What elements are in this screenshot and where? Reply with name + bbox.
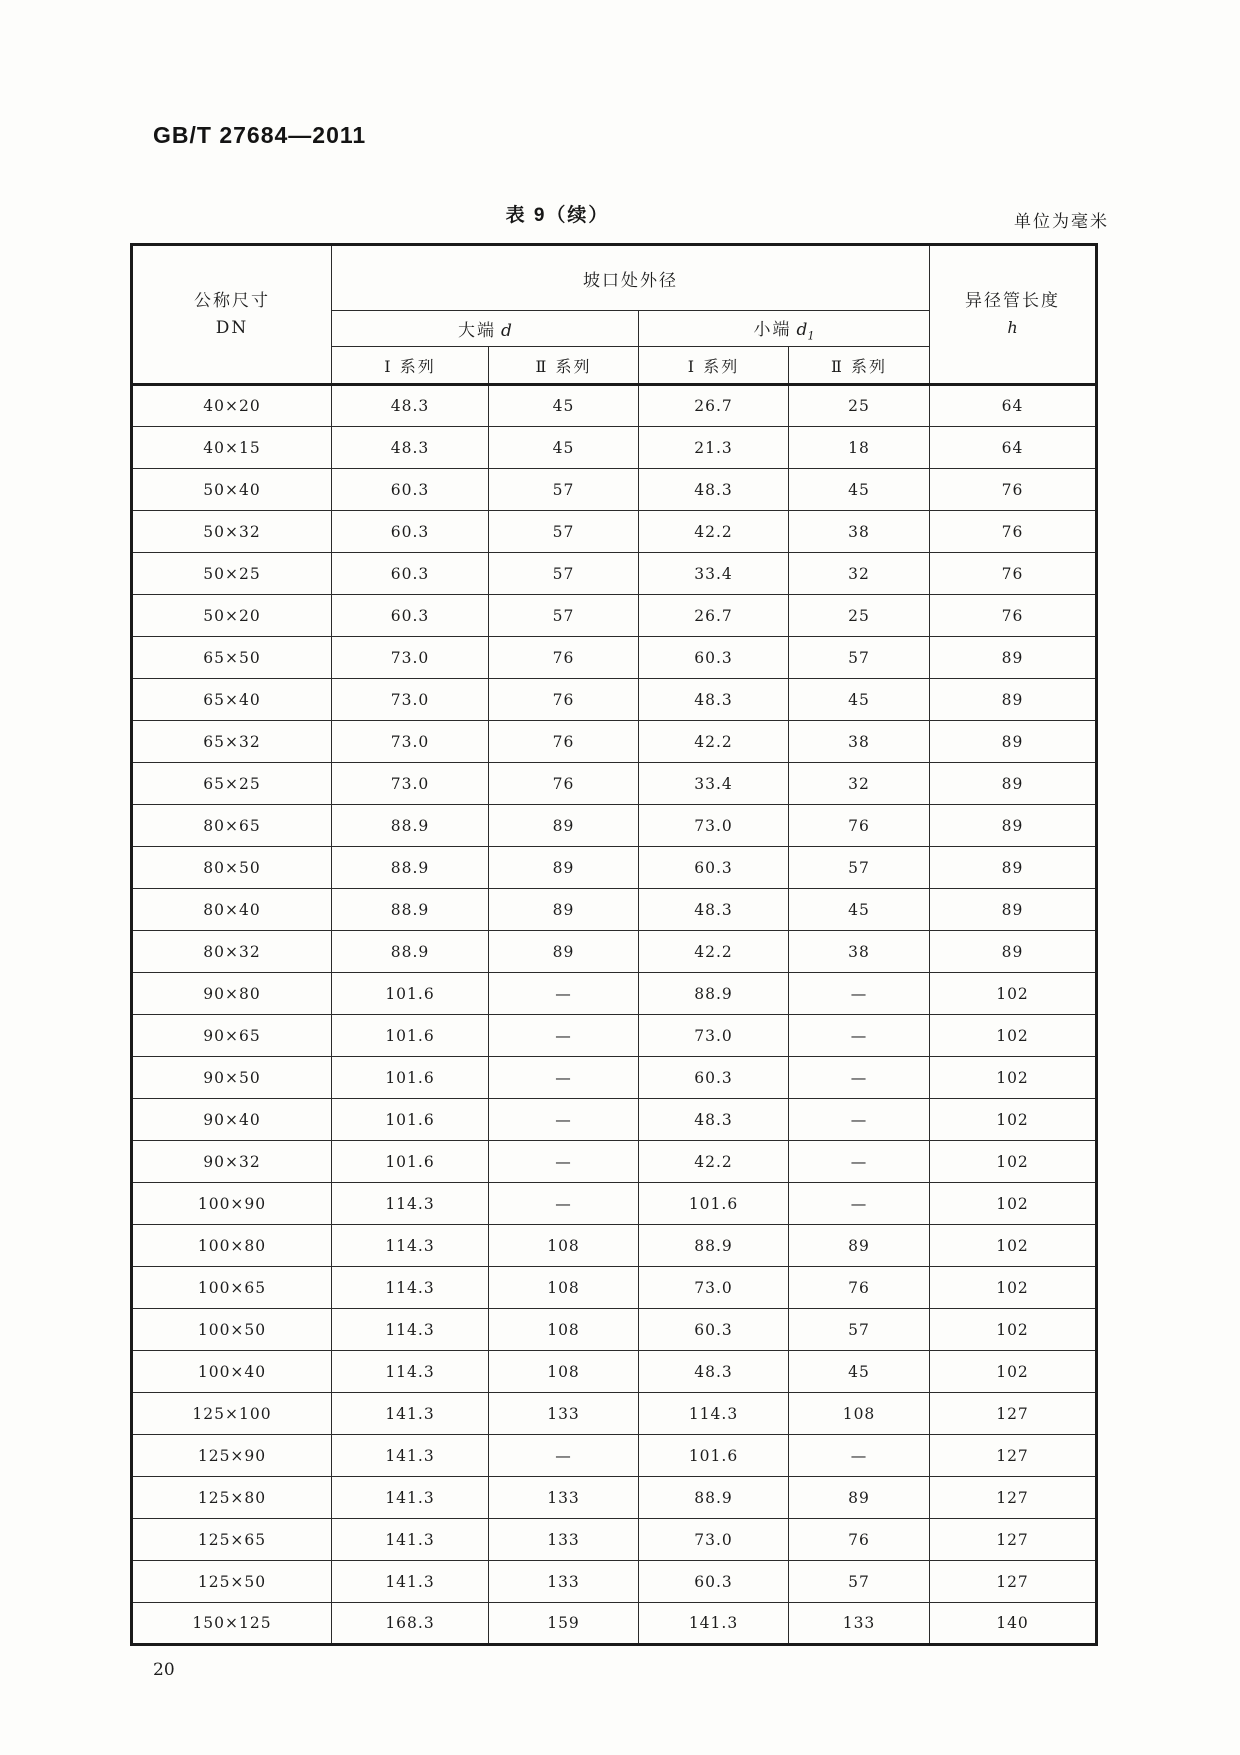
header-small-end-symbol: d <box>796 319 808 340</box>
cell-small-end-series1: 26.7 <box>639 385 789 427</box>
cell-big-end-series1: 88.9 <box>332 889 489 931</box>
cell-length-h: 102 <box>930 1351 1097 1393</box>
cell-small-end-series2: 57 <box>789 1309 930 1351</box>
table-row <box>132 1519 1097 1561</box>
cell-small-end-series2: 38 <box>789 511 930 553</box>
cell-small-end-series1: 60.3 <box>639 847 789 889</box>
cell-big-end-series2: — <box>489 1141 639 1183</box>
header-reducer-length-line1: 异径管长度 <box>965 291 1060 312</box>
cell-big-end-series1: 168.3 <box>332 1603 489 1645</box>
cell-big-end-series2: 76 <box>489 721 639 763</box>
cell-small-end-series1: 48.3 <box>639 469 789 511</box>
table-row <box>132 1393 1097 1435</box>
cell-dn: 125×80 <box>132 1477 332 1519</box>
cell-small-end-series2: 133 <box>789 1603 930 1645</box>
cell-big-end-series2: — <box>489 1015 639 1057</box>
cell-length-h: 102 <box>930 1141 1097 1183</box>
cell-dn: 50×25 <box>132 553 332 595</box>
table-row <box>132 1225 1097 1267</box>
cell-small-end-series1: 141.3 <box>639 1603 789 1645</box>
cell-small-end-series2: 76 <box>789 1267 930 1309</box>
cell-small-end-series2: — <box>789 1141 930 1183</box>
cell-small-end-series2: 57 <box>789 637 930 679</box>
cell-small-end-series1: 33.4 <box>639 553 789 595</box>
table-body <box>132 385 1097 1645</box>
cell-small-end-series2: — <box>789 1099 930 1141</box>
cell-big-end-series1: 60.3 <box>332 469 489 511</box>
cell-big-end-series2: 133 <box>489 1561 639 1603</box>
table-row <box>132 721 1097 763</box>
cell-length-h: 102 <box>930 973 1097 1015</box>
cell-big-end-series1: 141.3 <box>332 1519 489 1561</box>
table-row <box>132 1183 1097 1225</box>
table-row <box>132 1603 1097 1645</box>
cell-length-h: 76 <box>930 511 1097 553</box>
cell-big-end-series1: 114.3 <box>332 1309 489 1351</box>
cell-length-h: 127 <box>930 1435 1097 1477</box>
cell-big-end-series1: 101.6 <box>332 1015 489 1057</box>
cell-dn: 50×40 <box>132 469 332 511</box>
cell-length-h: 102 <box>930 1057 1097 1099</box>
cell-big-end-series2: 108 <box>489 1267 639 1309</box>
cell-small-end-series1: 42.2 <box>639 1141 789 1183</box>
cell-length-h: 102 <box>930 1015 1097 1057</box>
cell-dn: 80×32 <box>132 931 332 973</box>
cell-length-h: 76 <box>930 553 1097 595</box>
cell-small-end-series1: 42.2 <box>639 511 789 553</box>
cell-length-h: 89 <box>930 805 1097 847</box>
cell-length-h: 64 <box>930 385 1097 427</box>
cell-small-end-series1: 48.3 <box>639 679 789 721</box>
cell-small-end-series2: 57 <box>789 1561 930 1603</box>
cell-small-end-series2: 76 <box>789 805 930 847</box>
cell-big-end-series1: 60.3 <box>332 595 489 637</box>
cell-big-end-series2: 159 <box>489 1603 639 1645</box>
cell-small-end-series1: 73.0 <box>639 1015 789 1057</box>
header-big-end-symbol: d <box>501 321 512 341</box>
table-row <box>132 1099 1097 1141</box>
cell-big-end-series1: 73.0 <box>332 721 489 763</box>
cell-big-end-series1: 101.6 <box>332 1141 489 1183</box>
cell-big-end-series2: 45 <box>489 427 639 469</box>
table-row <box>132 1435 1097 1477</box>
cell-dn: 125×90 <box>132 1435 332 1477</box>
cell-big-end-series2: 57 <box>489 511 639 553</box>
cell-big-end-series2: 108 <box>489 1351 639 1393</box>
cell-length-h: 127 <box>930 1519 1097 1561</box>
cell-big-end-series2: 76 <box>489 679 639 721</box>
cell-dn: 80×65 <box>132 805 332 847</box>
unit-note: 单位为毫米 <box>1014 212 1109 232</box>
cell-big-end-series2: 89 <box>489 805 639 847</box>
cell-big-end-series2: 108 <box>489 1225 639 1267</box>
header-small-end-subscript: 1 <box>807 329 815 343</box>
cell-big-end-series2: 57 <box>489 553 639 595</box>
cell-dn: 100×40 <box>132 1351 332 1393</box>
cell-small-end-series2: — <box>789 1057 930 1099</box>
cell-small-end-series1: 73.0 <box>639 805 789 847</box>
cell-dn: 50×20 <box>132 595 332 637</box>
header-big-end-label: 大端 <box>458 321 497 341</box>
cell-small-end-series2: 57 <box>789 847 930 889</box>
cell-dn: 65×32 <box>132 721 332 763</box>
cell-length-h: 89 <box>930 889 1097 931</box>
header-small-end-series2: Ⅱ 系列 <box>789 347 930 385</box>
header-big-end <box>332 311 639 347</box>
cell-dn: 50×32 <box>132 511 332 553</box>
cell-length-h: 89 <box>930 931 1097 973</box>
cell-length-h: 102 <box>930 1225 1097 1267</box>
cell-dn: 90×65 <box>132 1015 332 1057</box>
header-small-end <box>639 311 930 347</box>
cell-big-end-series2: — <box>489 1183 639 1225</box>
cell-big-end-series2: 76 <box>489 637 639 679</box>
table-row <box>132 973 1097 1015</box>
header-small-end-series1: Ⅰ 系列 <box>639 347 789 385</box>
cell-small-end-series1: 42.2 <box>639 931 789 973</box>
cell-dn: 40×15 <box>132 427 332 469</box>
cell-small-end-series1: 60.3 <box>639 637 789 679</box>
cell-big-end-series2: 89 <box>489 931 639 973</box>
table-row <box>132 1351 1097 1393</box>
cell-dn: 65×50 <box>132 637 332 679</box>
cell-small-end-series2: 25 <box>789 385 930 427</box>
cell-dn: 65×25 <box>132 763 332 805</box>
cell-length-h: 127 <box>930 1393 1097 1435</box>
cell-small-end-series2: 89 <box>789 1477 930 1519</box>
header-outer-diameter-group: 坡口处外径 <box>332 245 930 311</box>
cell-big-end-series1: 73.0 <box>332 763 489 805</box>
cell-dn: 90×50 <box>132 1057 332 1099</box>
header-length-symbol: h <box>1007 317 1018 337</box>
cell-big-end-series2: 89 <box>489 847 639 889</box>
cell-dn: 90×40 <box>132 1099 332 1141</box>
cell-small-end-series2: 45 <box>789 469 930 511</box>
cell-small-end-series1: 21.3 <box>639 427 789 469</box>
standard-code: GB/T 27684—2011 <box>153 122 367 148</box>
cell-big-end-series1: 88.9 <box>332 931 489 973</box>
table-row <box>132 1561 1097 1603</box>
cell-length-h: 102 <box>930 1183 1097 1225</box>
cell-dn: 80×40 <box>132 889 332 931</box>
cell-small-end-series2: 89 <box>789 1225 930 1267</box>
cell-big-end-series1: 114.3 <box>332 1183 489 1225</box>
cell-big-end-series1: 114.3 <box>332 1225 489 1267</box>
cell-small-end-series2: 38 <box>789 721 930 763</box>
cell-big-end-series1: 48.3 <box>332 427 489 469</box>
cell-small-end-series2: 18 <box>789 427 930 469</box>
cell-small-end-series1: 48.3 <box>639 889 789 931</box>
header-nominal-size-line2: DN <box>215 317 249 338</box>
cell-length-h: 89 <box>930 721 1097 763</box>
cell-small-end-series1: 88.9 <box>639 1477 789 1519</box>
table-row <box>132 637 1097 679</box>
cell-small-end-series2: — <box>789 1435 930 1477</box>
cell-big-end-series1: 114.3 <box>332 1351 489 1393</box>
cell-small-end-series1: 33.4 <box>639 763 789 805</box>
cell-length-h: 127 <box>930 1561 1097 1603</box>
cell-small-end-series1: 60.3 <box>639 1561 789 1603</box>
cell-length-h: 102 <box>930 1309 1097 1351</box>
caption-band <box>130 196 1109 232</box>
cell-dn: 40×20 <box>132 385 332 427</box>
table-row <box>132 1309 1097 1351</box>
table-row <box>132 679 1097 721</box>
table-row <box>132 511 1097 553</box>
table-row <box>132 385 1097 427</box>
cell-length-h: 89 <box>930 679 1097 721</box>
cell-small-end-series2: 25 <box>789 595 930 637</box>
cell-small-end-series1: 26.7 <box>639 595 789 637</box>
cell-small-end-series1: 48.3 <box>639 1099 789 1141</box>
cell-big-end-series2: 133 <box>489 1393 639 1435</box>
table-row <box>132 427 1097 469</box>
cell-small-end-series2: 45 <box>789 679 930 721</box>
table-caption: 表 9（续） <box>505 205 610 226</box>
cell-small-end-series1: 88.9 <box>639 973 789 1015</box>
cell-small-end-series2: 76 <box>789 1519 930 1561</box>
cell-length-h: 127 <box>930 1477 1097 1519</box>
cell-big-end-series2: 108 <box>489 1309 639 1351</box>
cell-big-end-series1: 141.3 <box>332 1477 489 1519</box>
cell-big-end-series1: 60.3 <box>332 511 489 553</box>
table-row <box>132 553 1097 595</box>
cell-length-h: 140 <box>930 1603 1097 1645</box>
cell-big-end-series1: 114.3 <box>332 1267 489 1309</box>
header-small-end-label: 小端 <box>753 319 792 340</box>
table-row <box>132 469 1097 511</box>
cell-dn: 125×50 <box>132 1561 332 1603</box>
table-row <box>132 1477 1097 1519</box>
page-number: 20 <box>153 1660 175 1680</box>
cell-length-h: 102 <box>930 1267 1097 1309</box>
cell-big-end-series2: 57 <box>489 469 639 511</box>
cell-dn: 100×50 <box>132 1309 332 1351</box>
cell-small-end-series1: 101.6 <box>639 1435 789 1477</box>
cell-big-end-series1: 73.0 <box>332 637 489 679</box>
cell-dn: 100×80 <box>132 1225 332 1267</box>
table-row <box>132 847 1097 889</box>
table-row <box>132 1267 1097 1309</box>
cell-small-end-series2: 108 <box>789 1393 930 1435</box>
cell-small-end-series1: 48.3 <box>639 1351 789 1393</box>
cell-length-h: 89 <box>930 763 1097 805</box>
cell-small-end-series1: 73.0 <box>639 1267 789 1309</box>
cell-big-end-series2: 57 <box>489 595 639 637</box>
cell-dn: 80×50 <box>132 847 332 889</box>
cell-big-end-series1: 48.3 <box>332 385 489 427</box>
table-row <box>132 1141 1097 1183</box>
cell-dn: 125×100 <box>132 1393 332 1435</box>
cell-small-end-series1: 60.3 <box>639 1057 789 1099</box>
cell-dn: 100×90 <box>132 1183 332 1225</box>
cell-big-end-series1: 101.6 <box>332 1099 489 1141</box>
header-nominal-size <box>132 245 332 385</box>
table-row <box>132 1015 1097 1057</box>
cell-big-end-series2: — <box>489 973 639 1015</box>
cell-length-h: 89 <box>930 637 1097 679</box>
cell-big-end-series1: 141.3 <box>332 1393 489 1435</box>
dimension-table <box>130 243 1098 1646</box>
cell-big-end-series1: 101.6 <box>332 1057 489 1099</box>
cell-big-end-series2: 76 <box>489 763 639 805</box>
table-row <box>132 805 1097 847</box>
table-row <box>132 931 1097 973</box>
cell-big-end-series1: 88.9 <box>332 847 489 889</box>
header-big-end-series1: Ⅰ 系列 <box>332 347 489 385</box>
cell-dn: 150×125 <box>132 1603 332 1645</box>
cell-length-h: 102 <box>930 1099 1097 1141</box>
cell-small-end-series1: 60.3 <box>639 1309 789 1351</box>
cell-big-end-series2: 133 <box>489 1519 639 1561</box>
cell-small-end-series2: — <box>789 1015 930 1057</box>
cell-dn: 65×40 <box>132 679 332 721</box>
cell-length-h: 76 <box>930 469 1097 511</box>
cell-length-h: 89 <box>930 847 1097 889</box>
cell-big-end-series2: — <box>489 1099 639 1141</box>
cell-big-end-series1: 60.3 <box>332 553 489 595</box>
cell-small-end-series1: 73.0 <box>639 1519 789 1561</box>
table-row <box>132 1057 1097 1099</box>
cell-dn: 125×65 <box>132 1519 332 1561</box>
cell-small-end-series2: 32 <box>789 763 930 805</box>
cell-big-end-series2: — <box>489 1435 639 1477</box>
header-reducer-length <box>930 245 1097 385</box>
cell-big-end-series2: — <box>489 1057 639 1099</box>
cell-length-h: 64 <box>930 427 1097 469</box>
table-header <box>132 245 1097 385</box>
cell-big-end-series2: 89 <box>489 889 639 931</box>
header-nominal-size-line1: 公称尺寸 <box>194 291 270 312</box>
cell-small-end-series1: 88.9 <box>639 1225 789 1267</box>
table-row <box>132 763 1097 805</box>
table-row <box>132 889 1097 931</box>
cell-small-end-series1: 101.6 <box>639 1183 789 1225</box>
cell-big-end-series1: 88.9 <box>332 805 489 847</box>
cell-big-end-series2: 45 <box>489 385 639 427</box>
header-big-end-series2: Ⅱ 系列 <box>489 347 639 385</box>
cell-big-end-series1: 141.3 <box>332 1435 489 1477</box>
cell-small-end-series2: 38 <box>789 931 930 973</box>
cell-small-end-series2: 45 <box>789 1351 930 1393</box>
cell-big-end-series1: 101.6 <box>332 973 489 1015</box>
cell-small-end-series1: 114.3 <box>639 1393 789 1435</box>
cell-small-end-series1: 42.2 <box>639 721 789 763</box>
cell-dn: 90×32 <box>132 1141 332 1183</box>
cell-length-h: 76 <box>930 595 1097 637</box>
cell-small-end-series2: 32 <box>789 553 930 595</box>
cell-big-end-series1: 141.3 <box>332 1561 489 1603</box>
cell-big-end-series2: 133 <box>489 1477 639 1519</box>
cell-dn: 90×80 <box>132 973 332 1015</box>
cell-big-end-series1: 73.0 <box>332 679 489 721</box>
cell-dn: 100×65 <box>132 1267 332 1309</box>
cell-small-end-series2: — <box>789 973 930 1015</box>
table-row <box>132 595 1097 637</box>
cell-small-end-series2: — <box>789 1183 930 1225</box>
cell-small-end-series2: 45 <box>789 889 930 931</box>
